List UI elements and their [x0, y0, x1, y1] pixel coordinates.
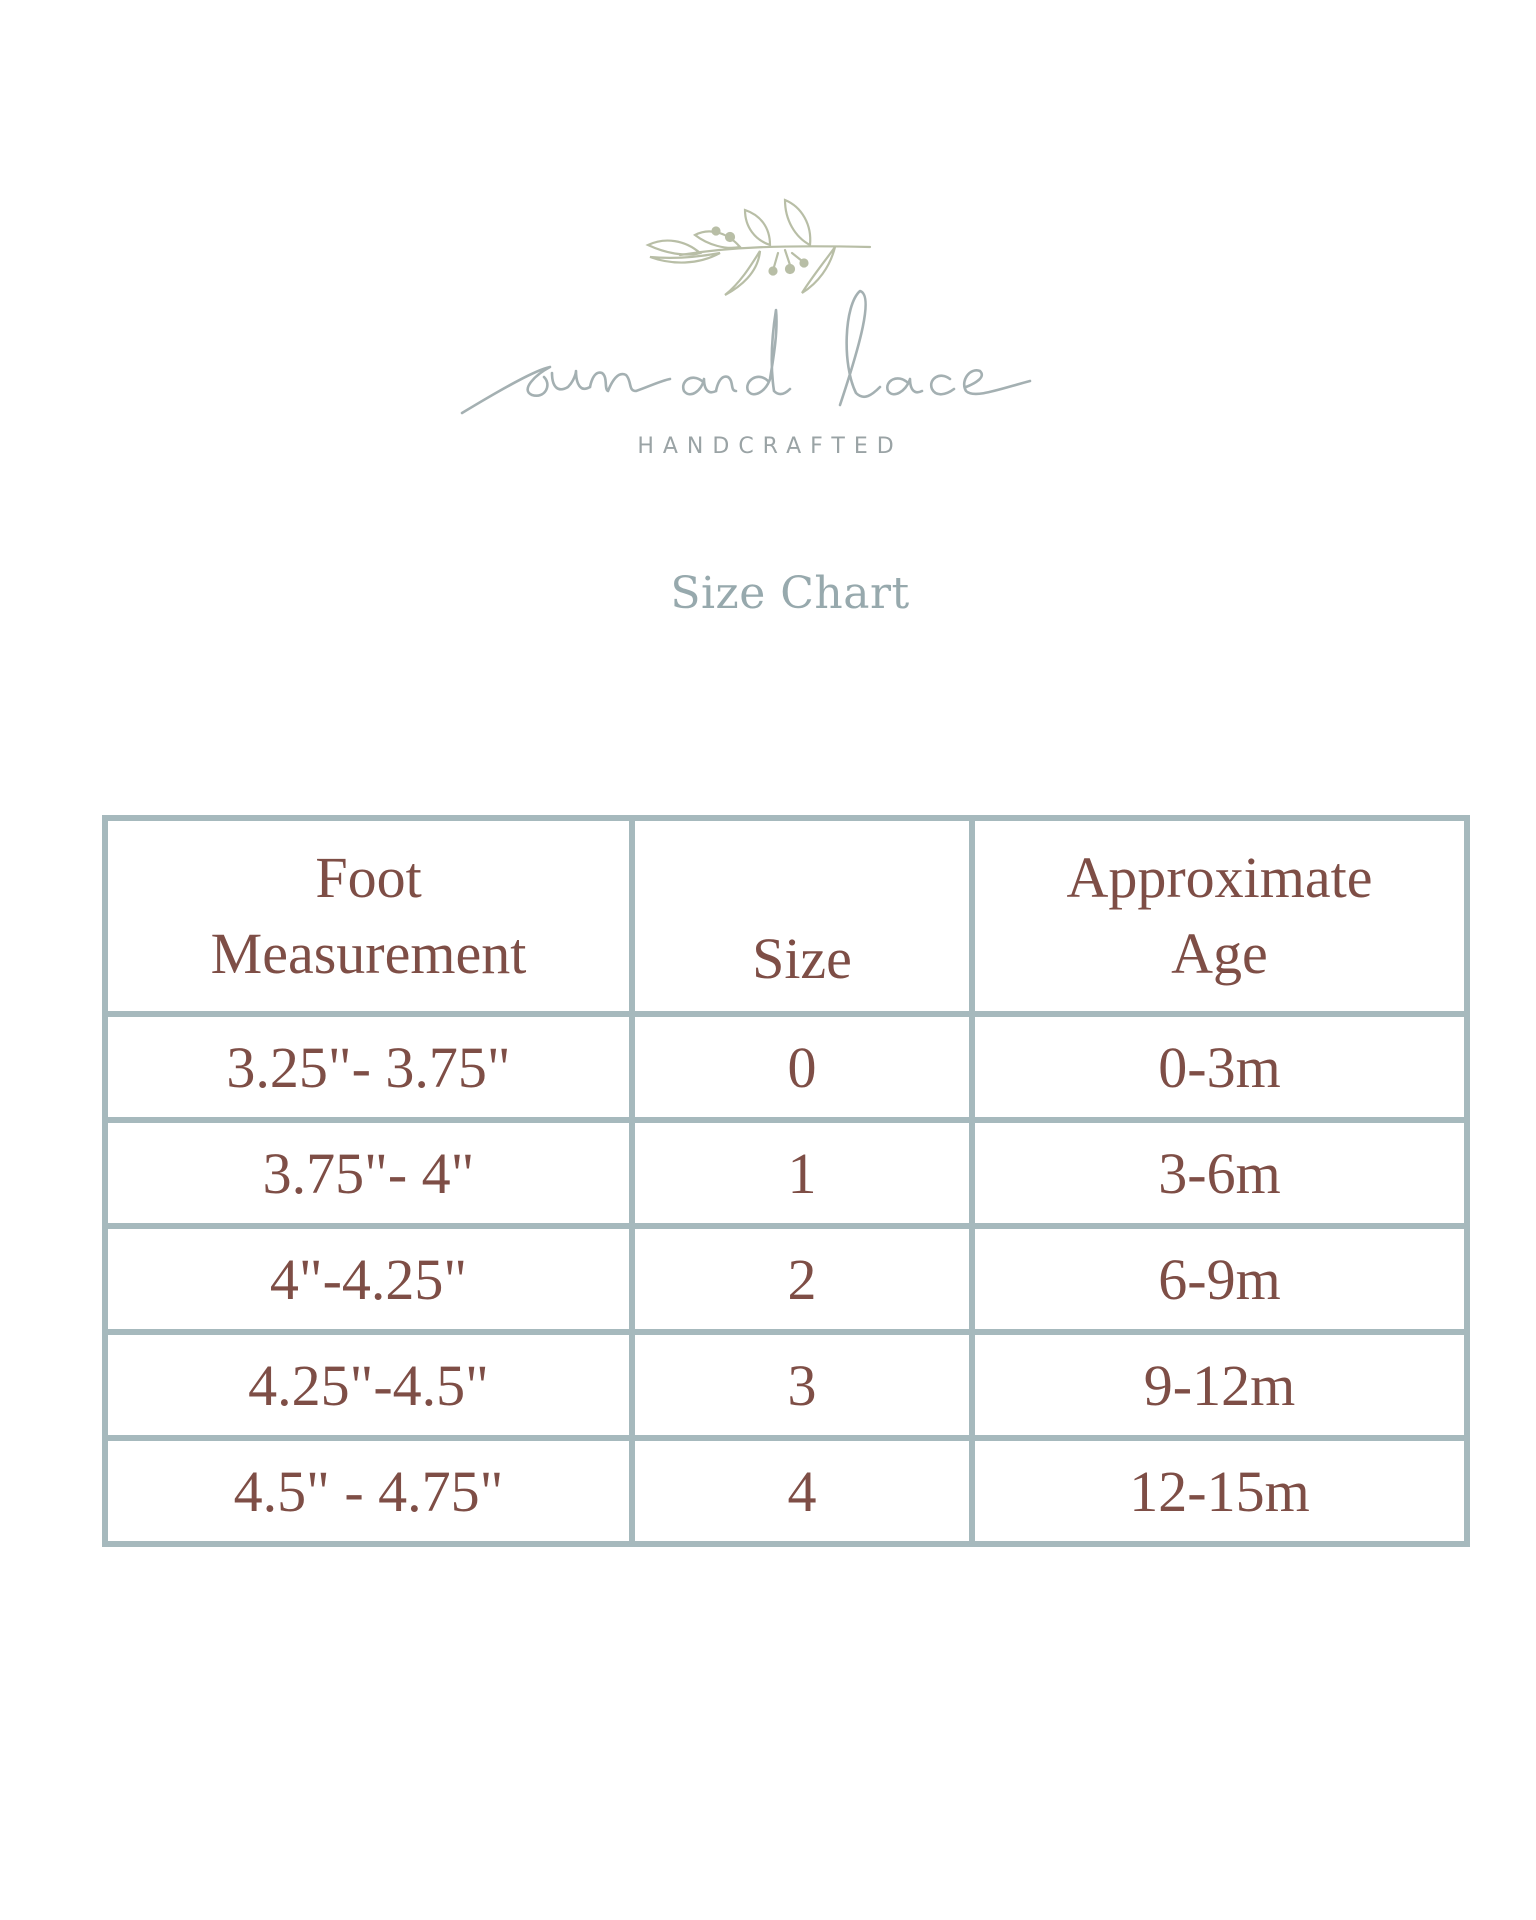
cell-age: 0-3m — [972, 1014, 1467, 1120]
cell-age: 6-9m — [972, 1226, 1467, 1332]
table-row — [105, 1226, 1467, 1332]
sun-and-lace-logo-graphic — [440, 195, 1100, 465]
cell-foot: 3.25"- 3.75" — [105, 1014, 632, 1120]
page-title: Size Chart — [670, 568, 910, 619]
header-size-label: Size — [752, 926, 852, 991]
table-header-row — [105, 818, 1467, 1014]
header-age-line-2: Age — [1171, 921, 1268, 986]
cell-foot: 3.75"- 4" — [105, 1120, 632, 1226]
header-size — [632, 818, 972, 1014]
header-foot-line-1: Foot — [315, 845, 422, 910]
cell-size: 2 — [632, 1226, 972, 1332]
size-chart-table-container — [102, 815, 1464, 1527]
script-wordmark-icon — [462, 291, 1030, 413]
cell-age: 3-6m — [972, 1120, 1467, 1226]
tagline: HANDCRAFTED — [637, 434, 903, 459]
table-row — [105, 1120, 1467, 1226]
cell-foot: 4.25"-4.5" — [105, 1332, 632, 1438]
cell-foot: 4"-4.25" — [105, 1226, 632, 1332]
cell-size: 3 — [632, 1332, 972, 1438]
cell-age: 9-12m — [972, 1332, 1467, 1438]
cell-age: 12-15m — [972, 1438, 1467, 1544]
header-approximate-age — [972, 818, 1467, 1014]
size-chart-table — [102, 815, 1470, 1547]
table-row — [105, 1438, 1467, 1544]
header-foot-line-2: Measurement — [210, 921, 527, 986]
header-age-line-1: Approximate — [1066, 845, 1373, 910]
cell-size: 1 — [632, 1120, 972, 1226]
leaf-branch-icon — [648, 200, 870, 295]
header-foot-measurement — [105, 818, 632, 1014]
table-row — [105, 1332, 1467, 1438]
table-row — [105, 1014, 1467, 1120]
cell-size: 4 — [632, 1438, 972, 1544]
brand-logo — [440, 195, 1100, 465]
cell-foot: 4.5" - 4.75" — [105, 1438, 632, 1544]
cell-size: 0 — [632, 1014, 972, 1120]
